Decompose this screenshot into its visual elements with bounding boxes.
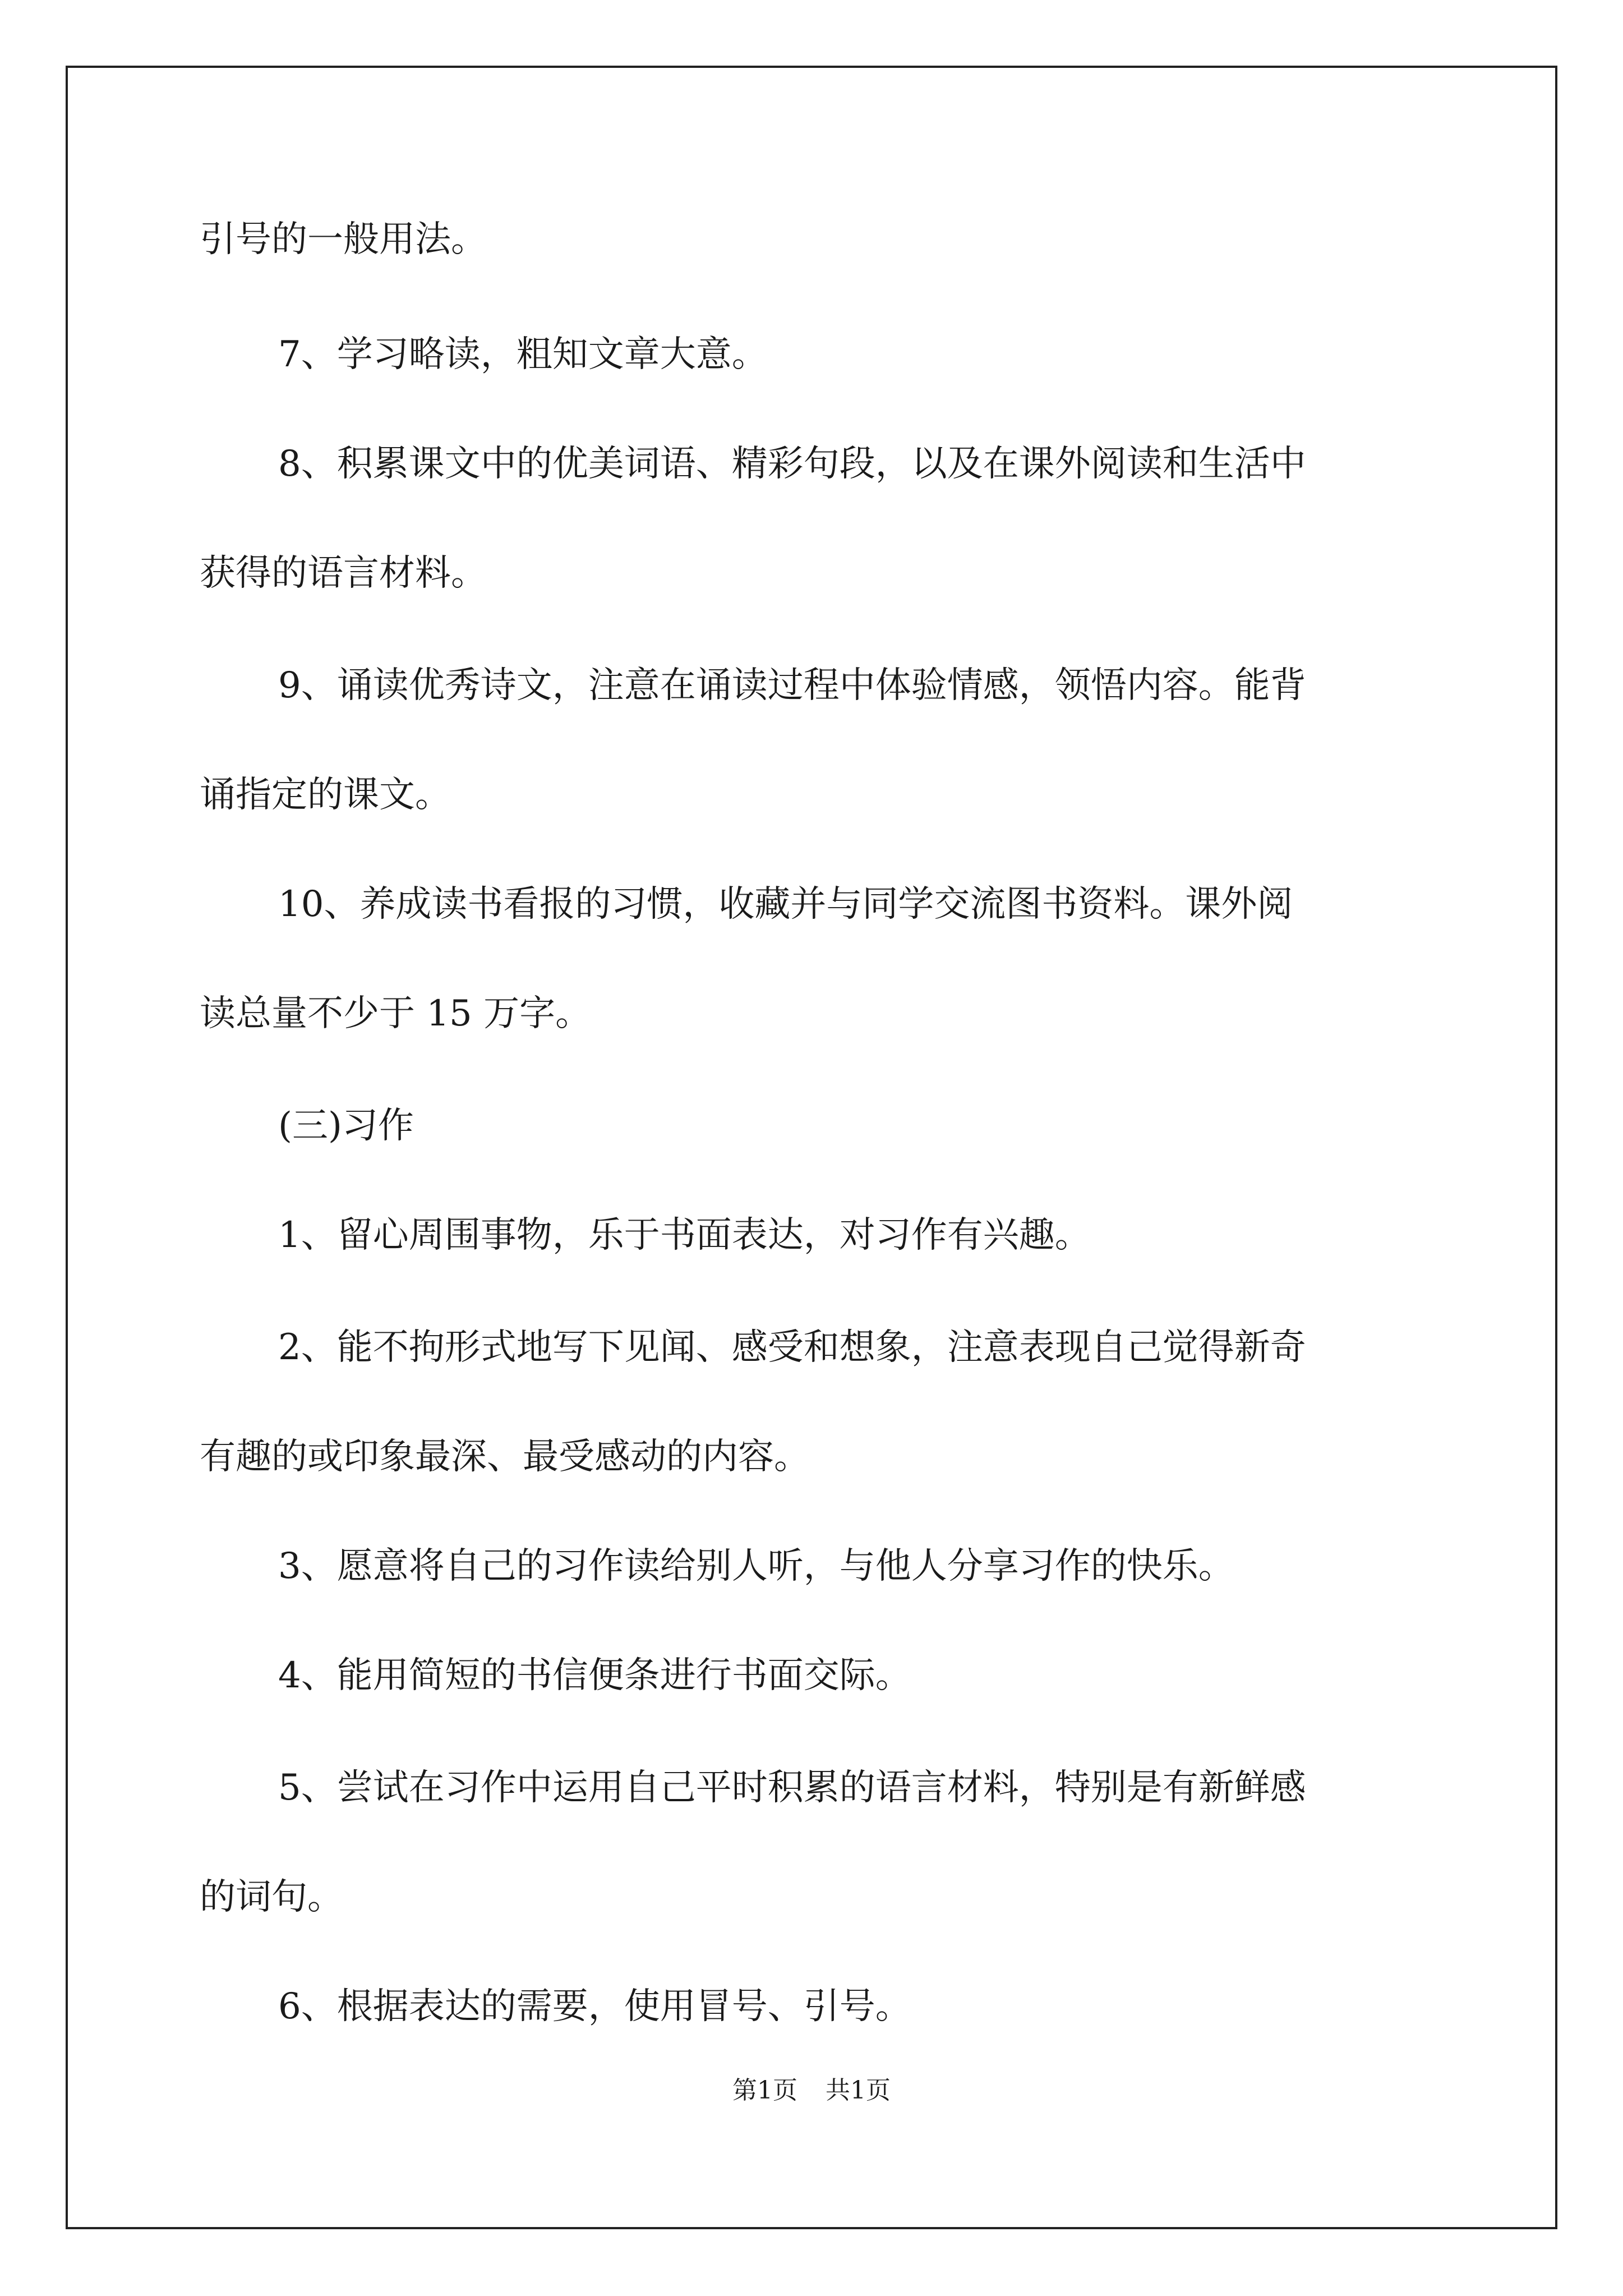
text-line-16: 的词句。 — [200, 1876, 343, 1918]
text-line-10: 1、留心周围事物，乐于书面表达，对习作有兴趣。 — [278, 1214, 1091, 1256]
page-number: 第1页 — [732, 2076, 797, 2105]
text-line-4: 获得的语言材料。 — [200, 553, 487, 594]
page-total: 共1页 — [826, 2076, 891, 2105]
text-line-14: 4、能用简短的书信便条进行书面交际。 — [278, 1655, 911, 1696]
text-line-12: 有趣的或印象最深、最受感动的内容。 — [200, 1436, 810, 1478]
page-footer — [0, 2070, 1623, 2106]
text-line-2: 7、学习略读，粗知文章大意。 — [278, 334, 768, 375]
text-line-5: 9、诵读优秀诗文，注意在诵读过程中体验情感，领悟内容。能背 — [278, 665, 1306, 706]
text-line-11: 2、能不拘形式地写下见闻、感受和想象，注意表现自己觉得新奇 — [278, 1327, 1306, 1368]
text-line-1: 引号的一般用法。 — [200, 219, 487, 260]
text-line-15: 5、尝试在习作中运用自己平时积累的语言材料，特别是有新鲜感 — [278, 1767, 1306, 1809]
text-line-13: 3、愿意将自己的习作读给别人听，与他人分享习作的快乐。 — [278, 1545, 1234, 1587]
section-heading: (三)习作 — [278, 1105, 414, 1147]
text-line-8: 读总量不少于 15 万字。 — [200, 993, 592, 1034]
text-line-6: 诵指定的课文。 — [200, 774, 451, 816]
text-line-17: 6、根据表达的需要，使用冒号、引号。 — [278, 1986, 911, 2027]
text-line-3: 8、积累课文中的优美词语、精彩句段，以及在课外阅读和生活中 — [278, 443, 1306, 485]
text-line-7: 10、养成读书看报的习惯，收藏并与同学交流图书资料。课外阅 — [278, 884, 1293, 925]
